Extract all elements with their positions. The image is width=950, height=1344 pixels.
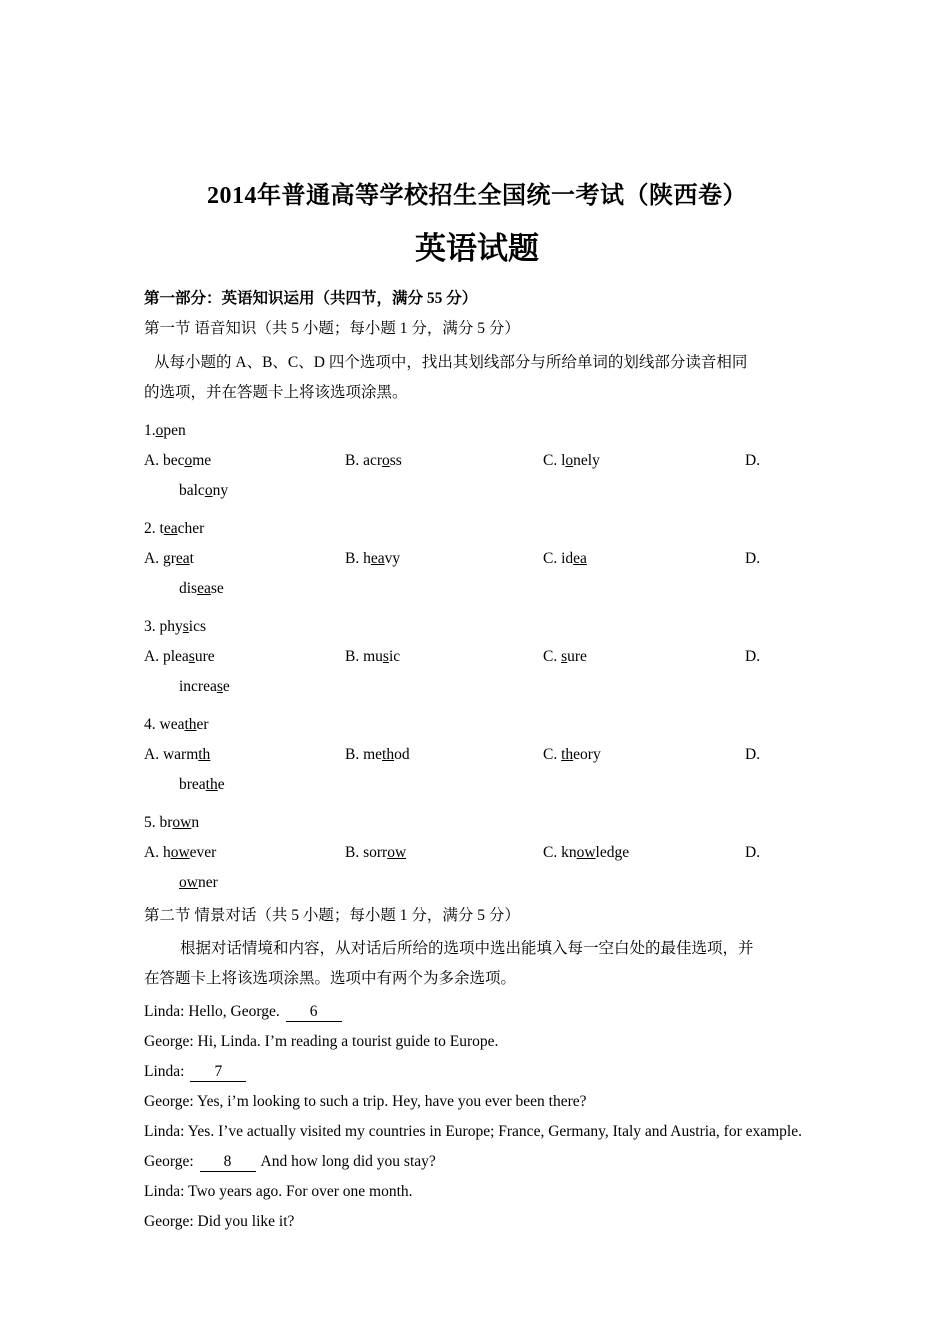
option-b[interactable]: B. across xyxy=(345,451,402,469)
dialogue-line: George: Hi, Linda. I’m reading a tourist guide to Europe. xyxy=(144,1033,499,1051)
option-d[interactable]: D. xyxy=(745,647,761,665)
option-a[interactable]: A. pleasure xyxy=(144,647,215,665)
option-c[interactable]: C. knowledge xyxy=(543,843,630,861)
section-two-instruction-line-2: 在答题卡上将该选项涂黑。选项中有两个为多余选项。 xyxy=(144,970,517,988)
question-stem: 4. weather xyxy=(144,715,209,733)
option-c[interactable]: C. sure xyxy=(543,647,587,665)
page-subtitle: 英语试题 xyxy=(415,230,539,266)
dialogue-line: Linda: Two years ago. For over one month. xyxy=(144,1183,413,1201)
option-d-wrapped-word[interactable]: breathe xyxy=(179,775,225,793)
dialogue-line: George: Yes, i’m looking to such a trip. Hey, have you ever been there? xyxy=(144,1093,587,1111)
part-one-heading: 第一部分：英语知识运用（共四节，满分 55 分） xyxy=(144,289,478,307)
option-a[interactable]: A. great xyxy=(144,549,194,567)
option-d[interactable]: D. xyxy=(745,549,761,567)
page-title: 2014年普通高等学校招生全国统一考试（陕西卷） xyxy=(207,183,747,209)
phonetics-question xyxy=(144,800,810,898)
option-a[interactable]: A. become xyxy=(144,451,212,469)
question-stem: 1.open xyxy=(144,421,186,439)
question-stem: 5. brown xyxy=(144,813,200,831)
option-d-wrapped-word[interactable]: balcony xyxy=(179,481,229,499)
option-b[interactable]: B. heavy xyxy=(345,549,401,567)
section-one-instruction-line-1: 从每小题的 A、B、C、D 四个选项中，找出其划线部分与所给单词的划线部分读音相同 xyxy=(154,353,748,371)
option-d[interactable]: D. xyxy=(745,843,761,861)
phonetics-question xyxy=(144,702,810,800)
option-a[interactable]: A. warmth xyxy=(144,745,211,763)
option-b[interactable]: B. music xyxy=(345,647,401,665)
question-options-row xyxy=(144,642,810,672)
answer-blank[interactable]: 8 xyxy=(200,1153,256,1172)
dialogue-line: Linda: 7 xyxy=(144,1057,810,1087)
dialogue-list xyxy=(144,994,810,1237)
answer-blank[interactable]: 7 xyxy=(190,1063,246,1082)
answer-blank[interactable]: 6 xyxy=(286,1003,342,1022)
question-stem: 2. teacher xyxy=(144,519,205,537)
option-d[interactable]: D. xyxy=(745,745,761,763)
dialogue-line: Linda: Yes. I’ve actually visited my countries in Europe; France, Germany, Italy and Austria, for example. xyxy=(144,1123,802,1141)
section-two-heading: 第二节 情景对话（共 5 小题；每小题 1 分，满分 5 分） xyxy=(144,906,520,924)
dialogue-line: Linda: Hello, George. 6 xyxy=(144,997,810,1027)
section-two-instruction-line-1: 根据对话情境和内容，从对话后所给的选项中选出能填入每一空白处的最佳选项，并 xyxy=(180,940,754,958)
question-options-row xyxy=(144,446,810,476)
phonetics-question xyxy=(144,604,810,702)
option-c[interactable]: C. theory xyxy=(543,745,601,763)
option-a[interactable]: A. however xyxy=(144,843,217,861)
option-c[interactable]: C. lonely xyxy=(543,451,600,469)
option-d[interactable]: D. xyxy=(745,451,761,469)
section-one-instruction-line-2: 的选项，并在答题卡上将该选项涂黑。 xyxy=(144,383,408,401)
section-one-heading: 第一节 语音知识（共 5 小题；每小题 1 分，满分 5 分） xyxy=(144,320,520,338)
option-c[interactable]: C. idea xyxy=(543,549,587,567)
dialogue-line: George: Did you like it? xyxy=(144,1213,295,1231)
phonetics-question xyxy=(144,506,810,604)
phonetics-question-list xyxy=(144,408,810,898)
option-b[interactable]: B. method xyxy=(345,745,410,763)
dialogue-line: George: 8 And how long did you stay? xyxy=(144,1153,436,1171)
phonetics-question xyxy=(144,408,810,506)
option-d-wrapped-word[interactable]: disease xyxy=(179,579,224,597)
question-options-row xyxy=(144,544,810,574)
question-stem: 3. physics xyxy=(144,617,207,635)
option-d-wrapped-word[interactable]: owner xyxy=(179,873,218,891)
question-options-row xyxy=(144,838,810,868)
question-options-row xyxy=(144,740,810,770)
option-b[interactable]: B. sorrow xyxy=(345,843,407,861)
option-d-wrapped-word[interactable]: increase xyxy=(179,677,230,695)
